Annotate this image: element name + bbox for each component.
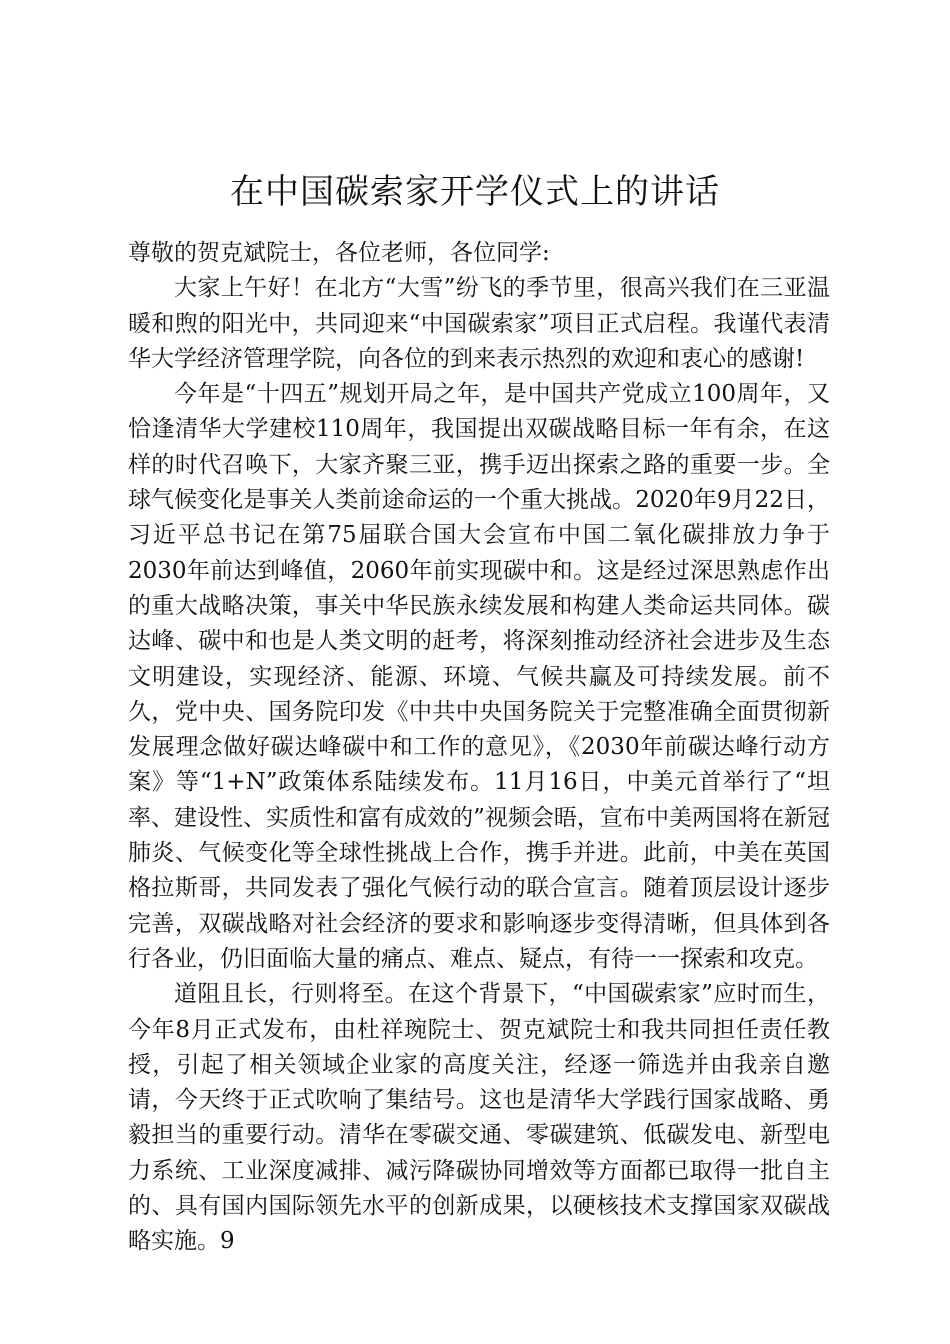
paragraph-3: 道阻且长，行则将至。在这个背景下，“中国碳索家”应时而生，今年8月正式发布，由杜祥琬院士、贺克斌院士和我共同担任责任教授，引起了相关领域企业家的高度关注，经逐一筛选并由我亲自邀请，今天终于正式吹响了集结号。这也是清华大学践行国家战略、勇毅担当的重要行动。清华在零碳交通、零碳建筑、低碳发电、新型电力系统、工业深度减排、减污降碳协同增效等方面都已取得一批自主的、具有国内国际领先水平的创新成果，以硬核技术支撑国家双碳战略实施。9 <box>128 981 830 1255</box>
document-body <box>128 236 830 1260</box>
paragraph-2: 今年是“十四五”规划开局之年，是中国共产党成立100周年，又恰逢清华大学建校110周年，我国提出双碳战略目标一年有余，在这样的时代召唤下，大家齐聚三亚，携手迈出探索之路的重要一步。全球气候变化是事关人类前途命运的一个重大挑战。2020年9月22日，习近平总书记在第75届联合国大会宣布中国二氧化碳排放力争于2030年前达到峰值，2060年前实现碳中和。这是经过深思熟虑作出的重大战略决策，事关中华民族永续发展和构建人类命运共同体。碳达峰、碳中和也是人类文明的赶考，将深刻推动经济社会进步及生态文明建设，实现经济、能源、环境、气候共赢及可持续发展。前不久，党中央、国务院印发《中共中央国务院关于完整准确全面贯彻新发展理念做好碳达峰碳中和工作的意见》，《2030年前碳达峰行动方案》等“1+N”政策体系陆续发布。11月16日，中美元首举行了“坦率、建设性、实质性和富有成效的”视频会晤，宣布中美两国将在新冠肺炎、气候变化等全球性挑战上合作，携手并进。此前，中美在英国格拉斯哥，共同发表了强化气候行动的联合宣言。随着顶层设计逐步完善，双碳战略对社会经济的要求和影响逐步变得清晰，但具体到各行各业，仍旧面临大量的痛点、难点、疑点，有待一一探索和攻克。 <box>128 381 830 972</box>
paragraph-1: 大家上午好！在北方“大雪”纷飞的季节里，很高兴我们在三亚温暖和煦的阳光中，共同迎来“中国碳索家”项目正式启程。我谨代表清华大学经济管理学院，向各位的到来表示热烈的欢迎和衷心的感谢! <box>128 275 830 372</box>
document-title: 在中国碳索家开学仪式上的讲话 <box>230 172 720 212</box>
salutation: 尊敬的贺克斌院士，各位老师，各位同学: <box>128 240 550 266</box>
